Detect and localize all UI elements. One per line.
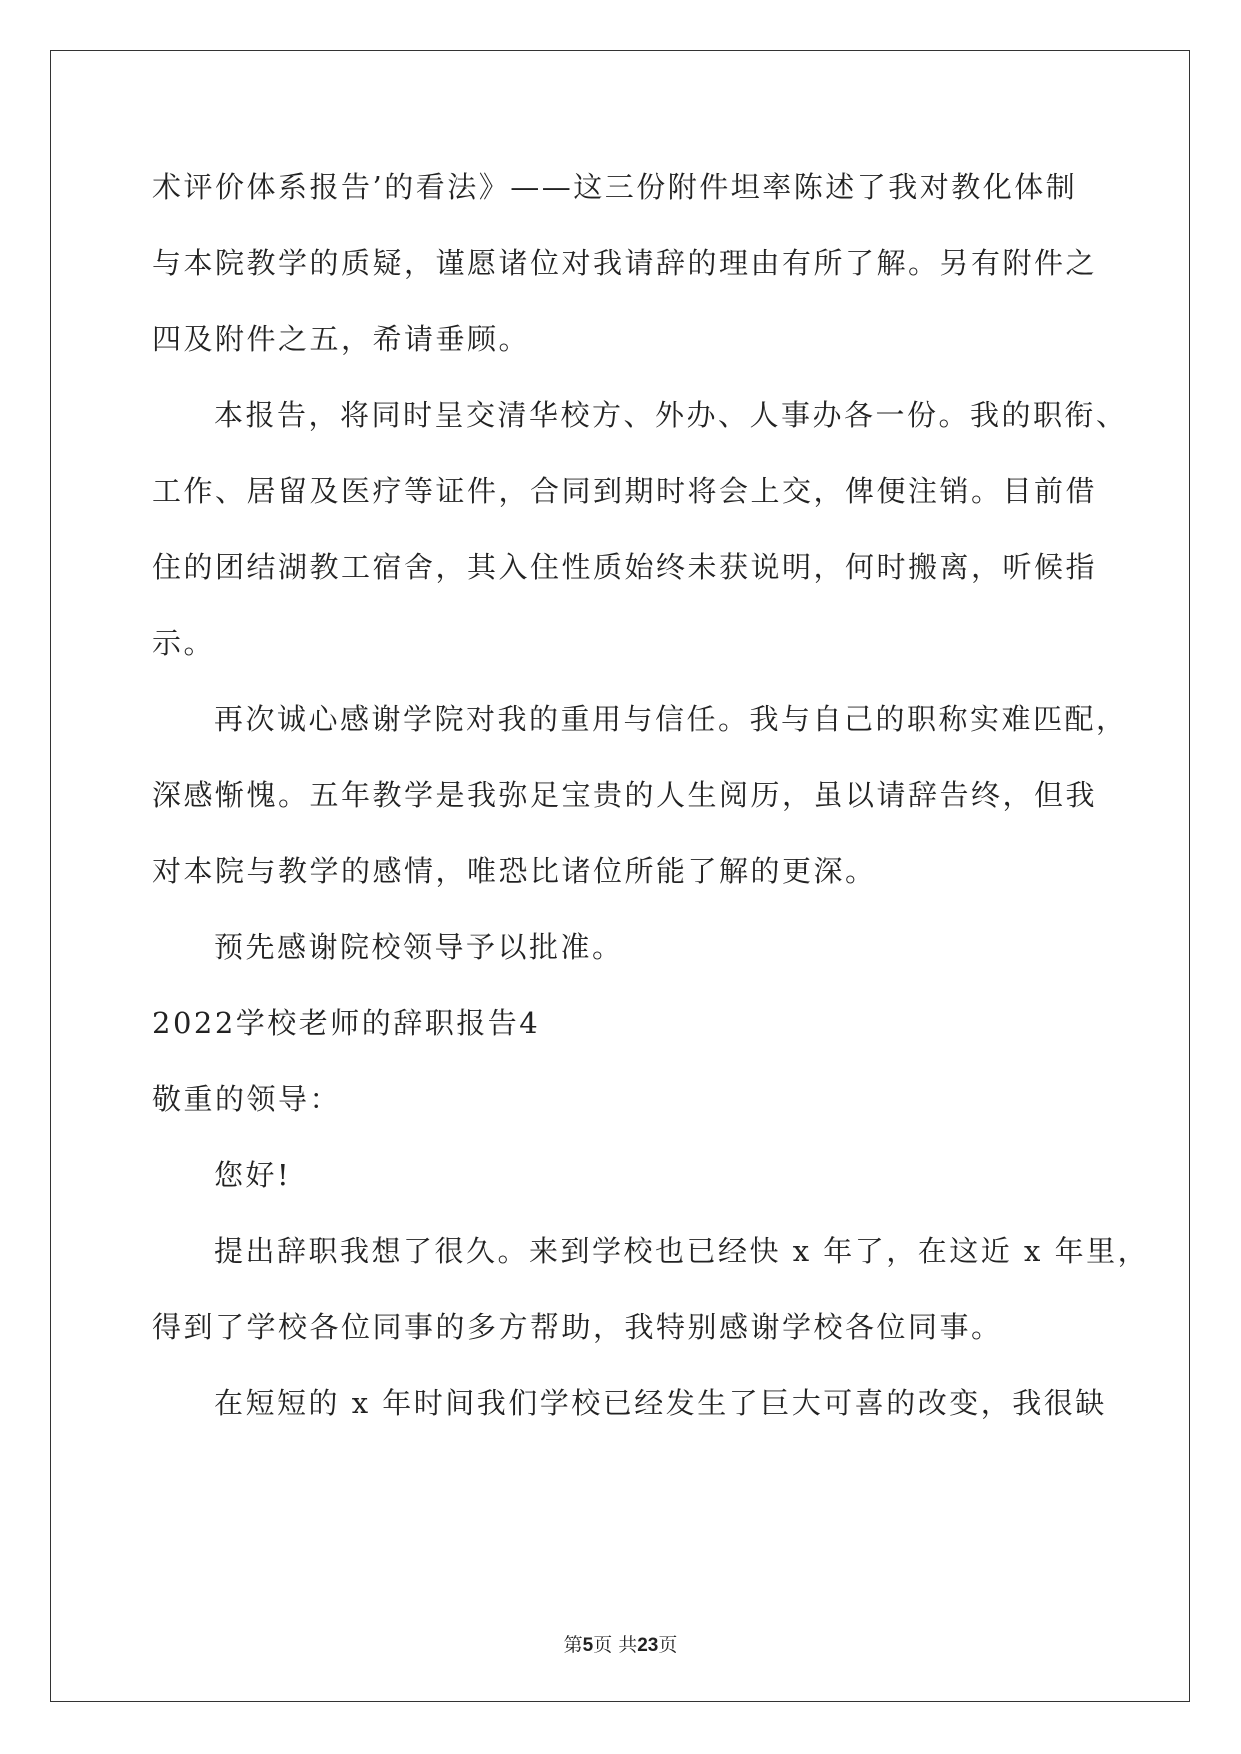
body-line: 本报告，将同时呈交清华校方、外办、人事办各一份。我的职衔、 — [214, 398, 1128, 432]
current-page-number: 5 — [582, 1635, 594, 1656]
footer-mid: 页 共 — [593, 1634, 638, 1656]
footer-prefix: 第 — [563, 1634, 583, 1656]
body-line: 预先感谢院校领导予以批准。 — [214, 930, 624, 964]
body-line: 工作、居留及医疗等证件，合同到期时将会上交，俾便注销。目前借 — [152, 474, 1098, 508]
body-line: 提出辞职我想了很久。来到学校也已经快 x 年了，在这近 x 年里， — [214, 1234, 1150, 1268]
body-line: 术评价体系报告’的看法》——这三份附件坦率陈述了我对教化体制 — [152, 170, 1078, 204]
section-heading: 2022学校老师的辞职报告4 — [152, 1006, 541, 1040]
body-line: 住的团结湖教工宿舍，其入住性质始终未获说明，何时搬离，听候指 — [152, 550, 1098, 584]
body-line: 得到了学校各位同事的多方帮助，我特别感谢学校各位同事。 — [152, 1310, 1003, 1344]
greeting: 您好! — [214, 1158, 292, 1192]
body-line: 四及附件之五，希请垂顾。 — [152, 322, 531, 356]
body-line: 对本院与教学的感情，唯恐比诸位所能了解的更深。 — [152, 854, 877, 888]
salutation: 敬重的领导： — [152, 1082, 342, 1116]
body-line: 再次诚心感谢学院对我的重用与信任。我与自己的职称实难匹配， — [214, 702, 1128, 736]
body-line: 深感惭愧。五年教学是我弥足宝贵的人生阅历，虽以请辞告终，但我 — [152, 778, 1098, 812]
body-line: 与本院教学的质疑，谨愿诸位对我请辞的理由有所了解。另有附件之 — [152, 246, 1098, 280]
body-line: 在短短的 x 年时间我们学校已经发生了巨大可喜的改变，我很缺 — [214, 1386, 1107, 1420]
footer-suffix: 页 — [658, 1634, 678, 1656]
page-footer — [0, 1630, 1241, 1657]
total-page-count: 23 — [637, 1635, 659, 1656]
body-line: 示。 — [152, 626, 216, 660]
